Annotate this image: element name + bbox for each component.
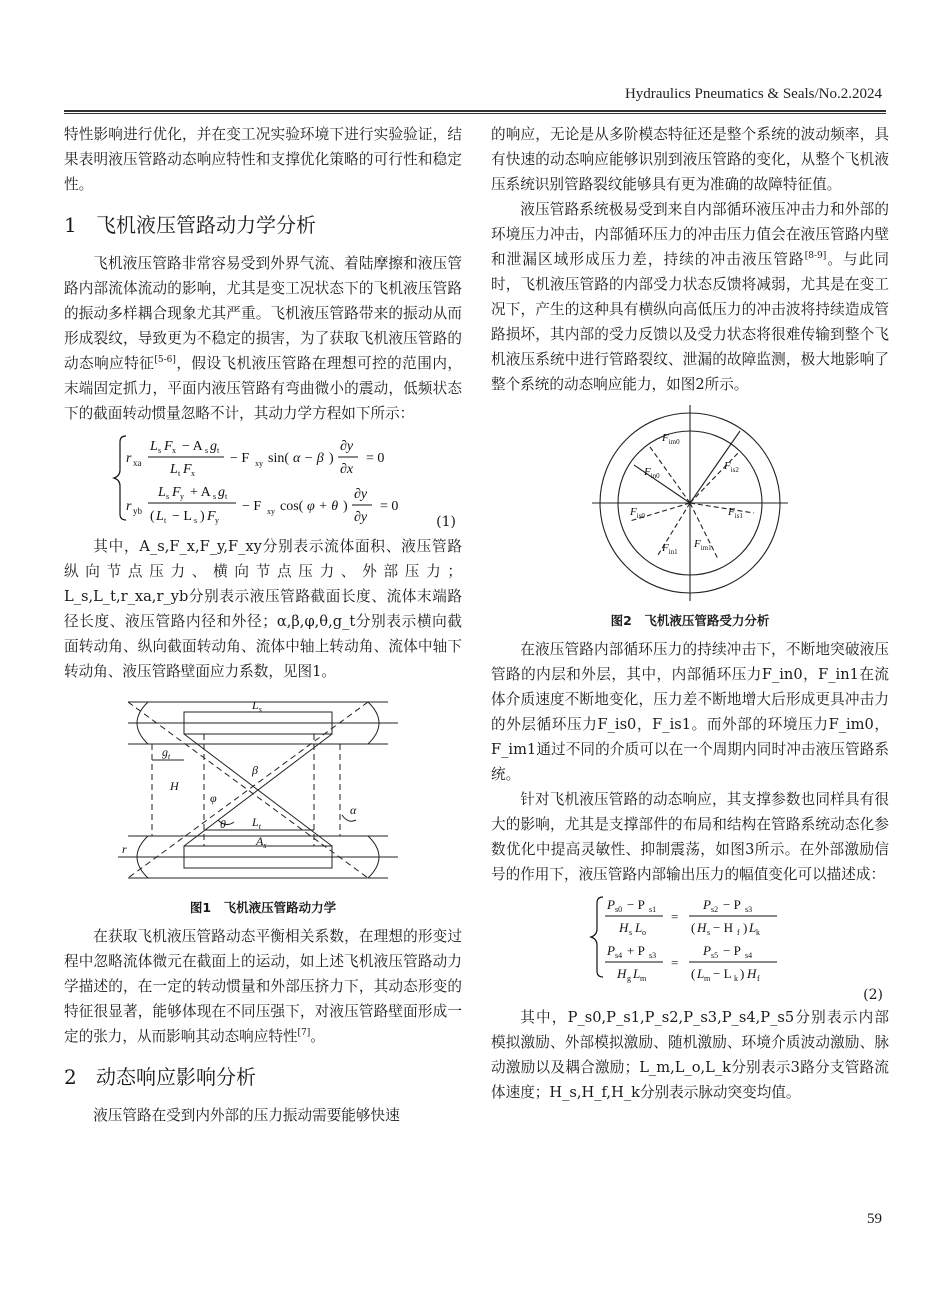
- svg-text:L: L: [697, 966, 705, 981]
- svg-text:g: g: [627, 974, 631, 983]
- svg-text:− P: − P: [723, 943, 741, 958]
- svg-text:s: s: [707, 928, 711, 937]
- svg-text:g: g: [210, 439, 217, 454]
- paragraph: 特性影响进行优化，并在变工况实验环境下进行实验验证，结果表明液压管路动态响应特性和支撑优化策略的可行性和稳定性。: [64, 126, 462, 193]
- svg-text:F: F: [183, 462, 192, 477]
- svg-text:Fis1: $F_{is1}$: [728, 506, 743, 520]
- svg-text:− F: − F: [230, 451, 250, 466]
- svg-text:α − β: α − β: [293, 451, 324, 466]
- svg-text:s1: s1: [649, 905, 657, 914]
- svg-text:): ): [740, 966, 745, 981]
- paragraph: 液压管路在受到内外部的压力振动需要能够快速: [93, 1107, 400, 1124]
- svg-text:m: m: [704, 974, 711, 983]
- section-title: 飞机液压管路动力学分析: [96, 213, 316, 237]
- svg-text:s3: s3: [649, 951, 657, 960]
- svg-text:L: L: [635, 920, 643, 935]
- svg-text:(: (: [150, 509, 155, 524]
- svg-text:Fis2: $F_{is2}$: [724, 460, 739, 474]
- svg-text:y: y: [215, 516, 219, 525]
- svg-text:s2: s2: [711, 905, 719, 914]
- section-number: 2: [64, 1065, 77, 1089]
- svg-text:s4: s4: [745, 951, 753, 960]
- svg-text:H: H: [170, 779, 179, 793]
- svg-text:s0: s0: [615, 905, 623, 914]
- svg-text:(: (: [691, 920, 696, 935]
- left-column: [64, 122, 462, 1128]
- svg-text:F: F: [172, 485, 181, 500]
- svg-text:− L: − L: [172, 509, 192, 524]
- pipeline-dynamics-diagram: [118, 690, 408, 890]
- svg-text:k: k: [756, 928, 760, 937]
- equation-number: (1): [436, 514, 456, 530]
- svg-text:H: H: [697, 920, 707, 935]
- svg-text:= 0: = 0: [380, 499, 399, 514]
- svg-text:s5: s5: [711, 951, 719, 960]
- svg-text:F: F: [207, 509, 216, 524]
- svg-text:∂y: ∂y: [354, 487, 368, 502]
- svg-text:P: P: [703, 897, 711, 912]
- svg-text:xy: xy: [255, 459, 263, 468]
- svg-text:As: $A_s$: [256, 834, 267, 850]
- svg-text:− H: − H: [713, 920, 733, 935]
- svg-text:− L: − L: [713, 966, 732, 981]
- svg-text:Lt: $L_t$: [252, 815, 261, 831]
- svg-text:∂x: ∂x: [340, 462, 354, 477]
- citation: [7]: [297, 1028, 311, 1039]
- section-title: 动态响应影响分析: [96, 1065, 256, 1089]
- figure-1-caption: 图1 飞机液压管路动力学: [189, 900, 337, 915]
- svg-text:H: H: [617, 966, 627, 981]
- section-number: 1: [64, 213, 77, 237]
- svg-text:yb: yb: [133, 506, 142, 516]
- svg-text:gt: $g_t$: [162, 745, 171, 761]
- right-column: [491, 122, 889, 1105]
- svg-text:s: s: [166, 492, 170, 501]
- svg-text:L: L: [633, 966, 641, 981]
- figure-2: [491, 403, 889, 607]
- equation-2-formula: [491, 889, 889, 989]
- svg-text:x: x: [191, 469, 195, 478]
- svg-text:r: r: [126, 451, 132, 466]
- citation: [5-6]: [154, 355, 176, 366]
- paragraph: 的响应，无论是从多阶模态特征还是整个系统的波动频率，具有快速的动态响应能够识别到液压管路的变化，从整个飞机液压系统识别管路裂纹能够具有更为准确的故障特征值。: [491, 126, 889, 193]
- force-analysis-diagram: [590, 403, 790, 603]
- svg-text:s: s: [205, 446, 209, 455]
- equation-1-formula: [64, 428, 462, 532]
- svg-text:t: t: [164, 516, 167, 525]
- svg-text:=: =: [671, 955, 679, 970]
- svg-text:=: =: [671, 909, 679, 924]
- svg-text:x: x: [172, 446, 176, 455]
- svg-text:y: y: [180, 492, 184, 501]
- svg-text:+ A: + A: [190, 485, 211, 500]
- svg-text:f: f: [757, 974, 760, 983]
- paragraph: [491, 197, 889, 397]
- header-rule: [64, 110, 886, 112]
- paragraph-text: 液压管路系统极易受到来自内部循环液压冲击力和外部的环境压力冲击，内部循环压力的冲击压力值会在液压管路内壁和泄漏区域形成压力差，持续的冲击液压管路: [491, 201, 889, 268]
- section-heading-2: [64, 1063, 462, 1091]
- svg-text:+ P: + P: [627, 943, 645, 958]
- svg-text:− P: − P: [627, 897, 645, 912]
- equation-number: (2): [863, 987, 883, 1003]
- citation: [8-9]: [804, 251, 827, 262]
- svg-text:s: s: [158, 446, 162, 455]
- svg-text:k: k: [734, 974, 738, 983]
- svg-text:r: r: [122, 842, 127, 856]
- paragraph: 针对飞机液压管路的动态响应，其支撑参数也同样具有很大的影响，尤其是支撑部件的布局和结构在管路系统动态化参数优化中提高灵敏性、抑制震荡，如图3所示。在外部激励信号的作用下，液压管路内部输出压力的幅值变化可以描述成：: [491, 791, 889, 883]
- paragraph: 其中，A_s,F_x,F_y,F_xy分别表示流体面积、液压管路纵向节点压力、横向节点压力、外部压力；L_s,L_t,r_xa,r_yb分别表示液压管路截面长度、流体末端路径长度、液压管路内径和外径；α,β,φ,θ,g_t分别表示横向截面转动角、纵向截面转动角、流体中轴上转动角、流体中轴下转动角、液压管路壁面应力系数，见图1。: [64, 538, 462, 680]
- paragraph: 在液压管路内部循环压力的持续冲击下，不断地突破液压管路的内层和外层，其中，内部循环压力F_in0，F_in1在流体介质速度不断地变化，压力差不断地增大后形成更具冲击力的外层循环压力F_is0，F_is1。而外部的环境压力F_im0，F_im1通过不同的介质可以在一个周期内同时冲击液压管路系统。: [491, 641, 889, 783]
- paragraph: [64, 251, 462, 426]
- svg-text:= 0: = 0: [366, 451, 385, 466]
- svg-text:∂y: ∂y: [354, 510, 368, 525]
- svg-text:(: (: [691, 966, 696, 981]
- paragraph-text: 在获取飞机液压管路动态平衡相关系数，在理想的形变过程中忽略流体微元在截面上的运动，如上述飞机液压管路动力学描述的，在一定的转动惯量和外部压挤力下，其动态形变的特征很显著，能够体现在不同压强下，对液压管路壁面形成一定的张力，从而影响其动态响应特性: [64, 928, 462, 1045]
- svg-text:t: t: [178, 469, 181, 478]
- svg-text:θ: θ: [220, 817, 226, 831]
- equation-1: [64, 428, 462, 532]
- svg-text:L: L: [158, 485, 166, 500]
- svg-text:): ): [743, 920, 748, 935]
- svg-text:g: g: [218, 485, 225, 500]
- svg-text:Fim0: $F_{im0}$: [662, 432, 680, 446]
- paragraph: 其中，P_s0,P_s1,P_s2,P_s3,P_s4,P_s5分别表示内部模拟激励、外部模拟激励、随机激励、环境介质波动激励、脉动激励以及耦合激励；L_m,L_o,L_k分别表示3路分支管路流体速度；H_s,H_f,H_k分别表示脉动突变均值。: [491, 1009, 889, 1101]
- svg-text:): ): [200, 509, 205, 524]
- page-number: 59: [867, 1211, 882, 1227]
- svg-text:Fin1: $F_{in1}$: [662, 542, 678, 556]
- svg-text:α: α: [350, 803, 357, 817]
- svg-text:L: L: [150, 439, 158, 454]
- svg-text:− F: − F: [242, 499, 262, 514]
- svg-text:s: s: [213, 492, 217, 501]
- svg-text:s: s: [194, 516, 198, 525]
- journal-header: Hydraulics Pneumatics & Seals/No.2.2024: [624, 86, 882, 102]
- label-ls: $L_s$: [252, 698, 262, 714]
- svg-text:∂y: ∂y: [340, 439, 354, 454]
- svg-text:s3: s3: [745, 905, 753, 914]
- paragraph-text: 飞机液压管路非常容易受到外界气流、着陆摩擦和液压管路内部流体流动的影响，尤其是变工况状态下的飞机液压管路的振动多样耦合现象尤其严重。飞机液压管路带来的振动从而形成裂纹，导致更为不稳定的损害，为了获取飞机液压管路的动态响应特征: [64, 255, 462, 372]
- svg-text:φ: φ: [210, 791, 217, 805]
- svg-text:Fin0: $F_{in0}$: [644, 466, 660, 480]
- svg-text:xa: xa: [133, 458, 142, 468]
- svg-text:− P: − P: [723, 897, 741, 912]
- svg-text:f: f: [737, 928, 740, 937]
- paragraph: 在获取飞机液压管路动态平衡相关系数，在理想的形变过程中忽略流体微元在截面上的运动，如上述飞机液压管路动力学描述的，在一定的转动惯量和外部压挤力下，其动态形变的特征很显著，能够体现在不同压强下，对液压管路壁面形成一定的张力，从而影响其动态响应特性[7]。: [64, 928, 462, 1045]
- svg-text:cos(: cos(: [280, 499, 304, 514]
- svg-text:P: P: [607, 943, 615, 958]
- svg-text:− A: − A: [182, 439, 203, 454]
- svg-text:o: o: [642, 928, 646, 937]
- svg-text:sin(: sin(: [268, 451, 289, 466]
- header-rule-thin: [64, 113, 886, 114]
- svg-text:H: H: [747, 966, 757, 981]
- svg-text:Fis0: $F_{is0}$: [630, 506, 645, 520]
- svg-text:F: F: [164, 439, 173, 454]
- svg-text:φ + θ: φ + θ: [307, 499, 339, 514]
- svg-text:β: β: [252, 763, 258, 777]
- figure-1: [64, 690, 462, 894]
- svg-text:P: P: [703, 943, 711, 958]
- svg-text:): ): [343, 499, 348, 514]
- svg-text:H: H: [619, 920, 629, 935]
- svg-text:s4: s4: [615, 951, 623, 960]
- svg-text:Fim1: $F_{im1}$: [694, 538, 712, 552]
- svg-text:L: L: [170, 462, 178, 477]
- svg-text:m: m: [640, 974, 647, 983]
- svg-text:L: L: [156, 509, 164, 524]
- svg-text:s: s: [629, 928, 633, 937]
- svg-text:t: t: [225, 492, 228, 501]
- svg-text:): ): [329, 451, 334, 466]
- paragraph-text: ，假设飞机液压管路在理想可控的范围内，末端固定抓力，平面内液压管路有弯曲微小的震动，低频状态下的截面转动惯量忽略不计，其动力学方程如下所示：: [64, 355, 462, 422]
- section-heading-1: [64, 211, 462, 239]
- equation-2: [491, 889, 889, 989]
- svg-text:P: P: [607, 897, 615, 912]
- svg-text:L: L: [749, 920, 757, 935]
- svg-text:t: t: [217, 446, 220, 455]
- figure-2-caption: 图2 飞机液压管路受力分析: [610, 613, 770, 628]
- paragraph-text: 。与此同时，飞机液压管路的内部受力状态反馈将减弱，尤其是在变工况下，产生的这种具有横纵向高低压力的冲击波将持续造成管路损坏，其内部的受力反馈以及受力状态将很难传输到整个飞机液压系统中进行管路裂纹、泄漏的故障监测，极大地影响了整个系统的动态响应能力，如图2所示。: [491, 251, 889, 393]
- svg-text:xy: xy: [267, 507, 275, 516]
- svg-text:r: r: [126, 499, 132, 514]
